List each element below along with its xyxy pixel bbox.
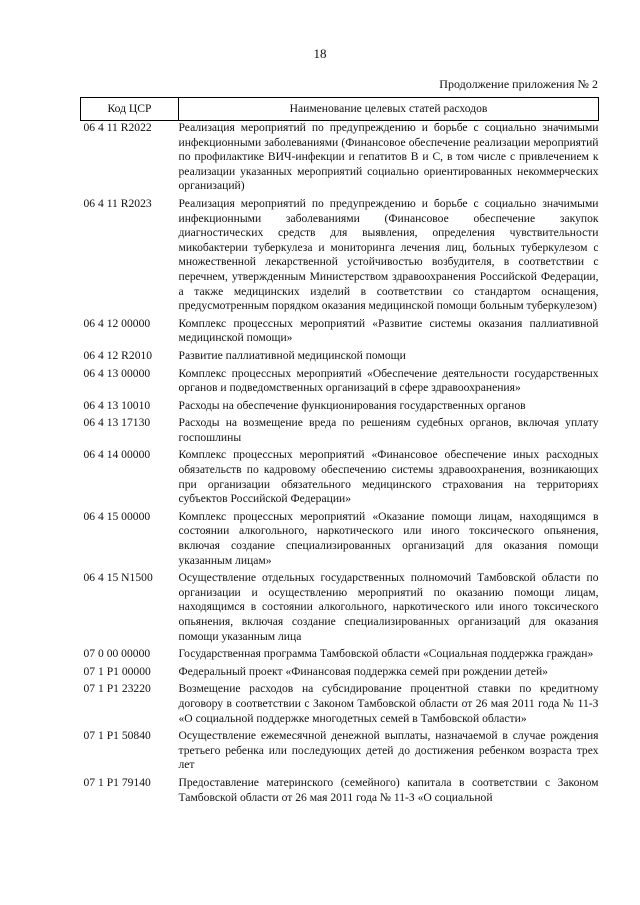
table-row (81, 399, 599, 417)
row-code: 06 4 13 10010 (83, 398, 151, 412)
row-name: Предоставление материнского (семейного) капитала в соответствии с Законом Тамбовской области от 26 мая 2011 года № 11-З «О социальной (178, 775, 599, 804)
row-code: 06 4 15 00000 (83, 509, 151, 523)
table-row (81, 647, 599, 665)
table-header-row (81, 98, 599, 121)
row-code: 07 1 P1 50840 (83, 729, 151, 743)
table-row (81, 571, 599, 647)
row-name: Возмещение расходов на субсидирование процентной ставки по кредитному договору в соответствии с Законом Тамбовской области от 26 мая 2011 года № 11-З «О социальной поддержке многодетных семей в Тамбовской области» (178, 682, 599, 725)
table-row (81, 729, 599, 776)
table-row (81, 367, 599, 399)
row-code: 06 4 11 R2022 (83, 121, 152, 134)
page-number: 18 (313, 46, 327, 61)
budget-table (80, 97, 599, 808)
row-name: Развитие паллиативной медицинской помощи (178, 348, 406, 362)
row-code: 07 1 P1 23220 (83, 682, 151, 696)
row-code: 06 4 13 00000 (83, 366, 151, 380)
row-name: Комплекс процессных мероприятий «Обеспечение деятельности государственных органов и подведомственных организаций в сфере здравоохранения» (178, 366, 599, 395)
table-row (81, 776, 599, 808)
row-code: 06 4 12 R2010 (83, 348, 153, 362)
row-code: 07 0 00 00000 (83, 647, 151, 661)
table-row (81, 349, 599, 367)
row-name: Государственная программа Тамбовской области «Социальная поддержка граждан» (178, 647, 594, 661)
row-name: Реализация мероприятий по предупреждению и борьбе с социально значимыми инфекционными заболеваниями (Финансовое обеспечение реализации мероприятий по профилактике ВИЧ-инфекции и гепатитов В и С, в том числе с привлечением к реализации указанных мероприятий социально ориентированных некоммерческих организаций) (178, 121, 599, 193)
row-name: Реализация мероприятий по предупреждению и борьбе с социально значимыми инфекционными заболеваниями (Финансовое обеспечение закупок диагностических средств для выявления, определения чувствительности микобактерии туберкулеза и мониторинга лечения лиц, больных туберкулезом с множественной лекарственной устойчивостью возбудителя, в соответствии с перечнем, утвержденным Министерством здравоохранения Российской Федерации, а также медицинских изделий в соответствии со стандартом оснащения, предусмотренным порядком оказания медицинской помощи больным туберкулезом) (178, 196, 599, 313)
row-name: Осуществление отдельных государственных полномочий Тамбовской области по организации и осуществлению мероприятий по оказанию помощи лицам, находящимся в состоянии алкогольного, наркотического или иного токсического опьянения, включая создание специализированных организаций для оказания помощи указанным лица (178, 571, 599, 643)
table-row (81, 510, 599, 571)
row-name: Комплекс процессных мероприятий «Развитие системы оказания паллиативной медицинской помощи» (178, 316, 599, 345)
row-name: Расходы на обеспечение функционирования государственных органов (178, 398, 526, 412)
table-row (81, 197, 599, 317)
table-row (81, 682, 599, 729)
header-name: Наименование целевых статей расходов (179, 98, 599, 121)
table-row (81, 121, 599, 197)
continuation-note: Продолжение приложения № 2 (439, 77, 598, 91)
row-code: 06 4 15 N1500 (83, 571, 153, 585)
row-name: Расходы на возмещение вреда по решениям судебных органов, включая уплату госпошлины (178, 416, 599, 444)
row-name: Комплекс процессных мероприятий «Финансовое обеспечение иных расходных обязательств по кадровому обеспечению системы здравоохранения, возникающих при организации обязательного медицинского страхования на территориях субъектов Российской Федерации» (178, 448, 599, 506)
row-code: 06 4 13 17130 (83, 416, 151, 430)
table-row (81, 448, 599, 509)
row-code: 07 1 P1 00000 (83, 664, 151, 678)
table-row (81, 665, 599, 683)
row-code: 06 4 14 00000 (83, 448, 151, 462)
row-name: Комплекс процессных мероприятий «Оказание помощи лицам, находящимся в состоянии алкогольного, наркотического или иного токсического опьянения, включая создание специализированных организаций для оказания помощи указанным лицам» (178, 509, 599, 567)
row-name: Осуществление ежемесячной денежной выплаты, назначаемой в случае рождения третьего ребенка или последующих детей до достижения ребенком возраста трех лет (178, 729, 599, 772)
row-code: 07 1 P1 79140 (83, 775, 151, 789)
table-row (81, 317, 599, 349)
row-code: 06 4 12 00000 (83, 316, 151, 330)
table-row (81, 416, 599, 448)
row-name: Федеральный проект «Финансовая поддержка семей при рождении детей» (178, 664, 548, 678)
header-code: Код ЦСР (81, 98, 179, 121)
row-code: 06 4 11 R2023 (83, 196, 152, 210)
